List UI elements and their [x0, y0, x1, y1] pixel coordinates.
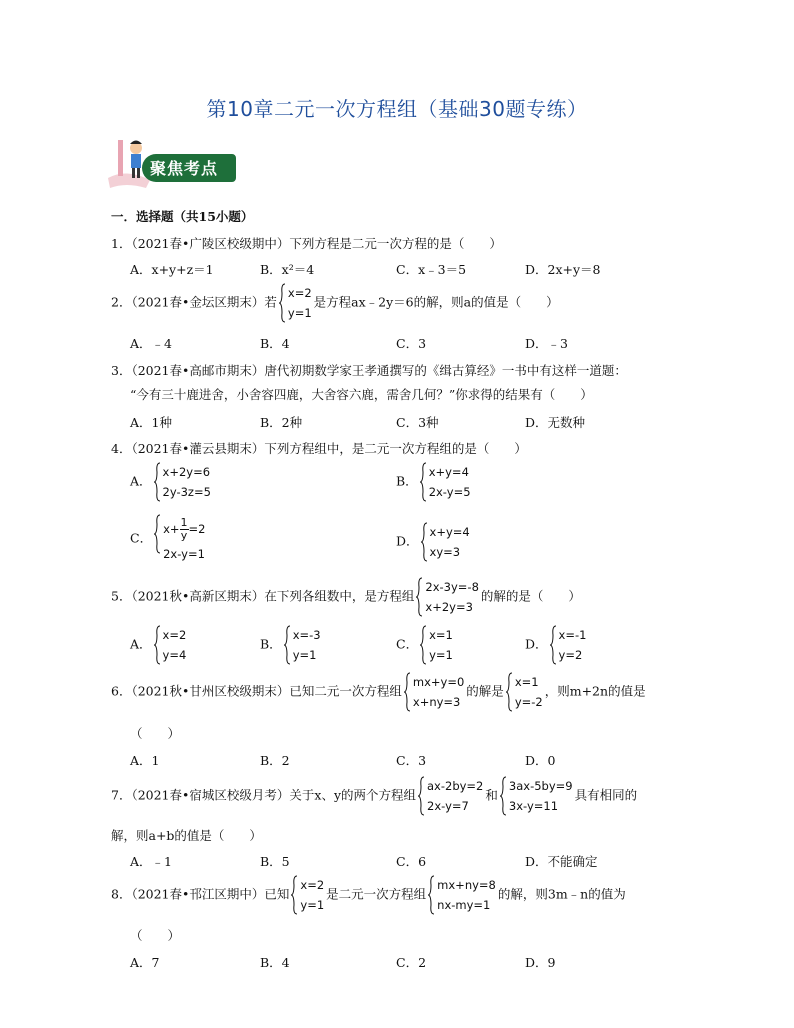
- q3-option-c[interactable]: C．3种: [396, 415, 439, 430]
- q1-option-d[interactable]: D．2x+y＝8: [525, 262, 601, 277]
- q2-option-a[interactable]: A．﹣4: [130, 336, 172, 351]
- q1-option-c[interactable]: C．x﹣3＝5: [396, 262, 467, 277]
- question-7-line2: 解，则a+b的值是（ ）: [111, 828, 262, 843]
- question-1: 1．（2021春•广陵区校级期中）下列方程是二元一次方程的是（ ）: [111, 236, 502, 251]
- q6-option-b[interactable]: B．2: [260, 753, 290, 768]
- q2-option-d[interactable]: D．﹣3: [525, 336, 568, 351]
- question-7: 7．（2021春•宿城区校级月考）关于x、y的两个方程组 ax-2by=2 2x-y=7 和 3ax-5by=9 3x-y=11 具有相同的: [111, 779, 638, 813]
- q7-option-b[interactable]: B．5: [260, 854, 290, 869]
- question-6: 6．（2021秋•甘州区校级期末）已知二元一次方程组 mx+y=0 x+ny=3 的解是 x=1 y=-2 ，则m+2n的值是: [111, 675, 646, 709]
- question-3-line2: “今有三十鹿进舍，小舍容四鹿，大舍容六鹿，需舍几何？”你求得的结果有（ ）: [130, 387, 593, 402]
- q3-option-d[interactable]: D．无数种: [525, 415, 586, 430]
- q5-option-b[interactable]: B． x=-3 y=1: [260, 628, 321, 662]
- q5-option-c[interactable]: C． x=1 y=1: [396, 628, 453, 662]
- question-8: 8．（2021春•邗江区期中）已知 x=2 y=1 是二元一次方程组 mx+ny=8 nx-my=1 的解，则3m﹣n的值为: [111, 878, 626, 912]
- q5-option-a[interactable]: A． x=2 y=4: [130, 628, 187, 662]
- q6-option-d[interactable]: D．0: [525, 753, 556, 768]
- question-8-line2: （ ）: [130, 928, 181, 943]
- q8-option-b[interactable]: B．4: [260, 955, 290, 970]
- q4-option-d[interactable]: D． x+y=4 xy=3: [396, 525, 470, 559]
- q2-suffix: 是方程ax﹣2y＝6的解，则a的值是（ ）: [313, 294, 559, 310]
- question-2: [111, 283, 559, 323]
- section-heading: 一．选择题（共15小题）: [111, 209, 254, 224]
- question-4: 4．（2021春•灌云县期末）下列方程组中，是二元一次方程组的是（ ）: [111, 441, 527, 456]
- q5-option-d[interactable]: D． x=-1 y=2: [525, 628, 587, 662]
- q6-option-a[interactable]: A．1: [130, 753, 160, 768]
- q3-option-a[interactable]: A．1种: [130, 415, 172, 430]
- q2-system: x=2 y=1: [279, 283, 312, 323]
- q4-option-b[interactable]: B． x+y=4 2x-y=5: [396, 465, 471, 499]
- question-5: 5．（2021秋•高新区期末）在下列各组数中，是方程组 2x-3y=-8 x+2y=3 的解的是（ ）: [111, 580, 581, 614]
- q8-option-d[interactable]: D．9: [525, 955, 556, 970]
- q4-option-a[interactable]: A． x+2y=6 2y-3z=5: [130, 465, 211, 499]
- q3-option-b[interactable]: B．2种: [260, 415, 303, 430]
- q2-option-b[interactable]: B．4: [260, 336, 290, 351]
- q6-option-c[interactable]: C．3: [396, 753, 427, 768]
- question-6-line2: （ ）: [130, 726, 181, 741]
- q8-option-a[interactable]: A．7: [130, 955, 160, 970]
- q7-option-d[interactable]: D．不能确定: [525, 854, 598, 869]
- badge-label: 聚焦考点: [150, 159, 219, 178]
- q4-option-c[interactable]: C． x+ $\frac{1}{y}$ =2 2x-y=1: [130, 516, 206, 561]
- q7-option-c[interactable]: C．6: [396, 854, 427, 869]
- q7-option-a[interactable]: A．﹣1: [130, 854, 172, 869]
- q1-option-b[interactable]: B．x²＝4: [260, 262, 315, 277]
- q2-prefix: 2．（2021春•金坛区期末）若: [111, 294, 277, 310]
- focus-badge: [106, 142, 238, 192]
- question-3: 3．（2021春•高邮市期末）唐代初期数学家王孝通撰写的《缉古算经》一书中有这样一道题：: [111, 363, 627, 378]
- q8-option-c[interactable]: C．2: [396, 955, 427, 970]
- q1-option-a[interactable]: A．x+y+z＝1: [130, 262, 214, 277]
- page-title: 第10章二元一次方程组（基础30题专练）: [206, 97, 588, 121]
- q2-option-c[interactable]: C．3: [396, 336, 427, 351]
